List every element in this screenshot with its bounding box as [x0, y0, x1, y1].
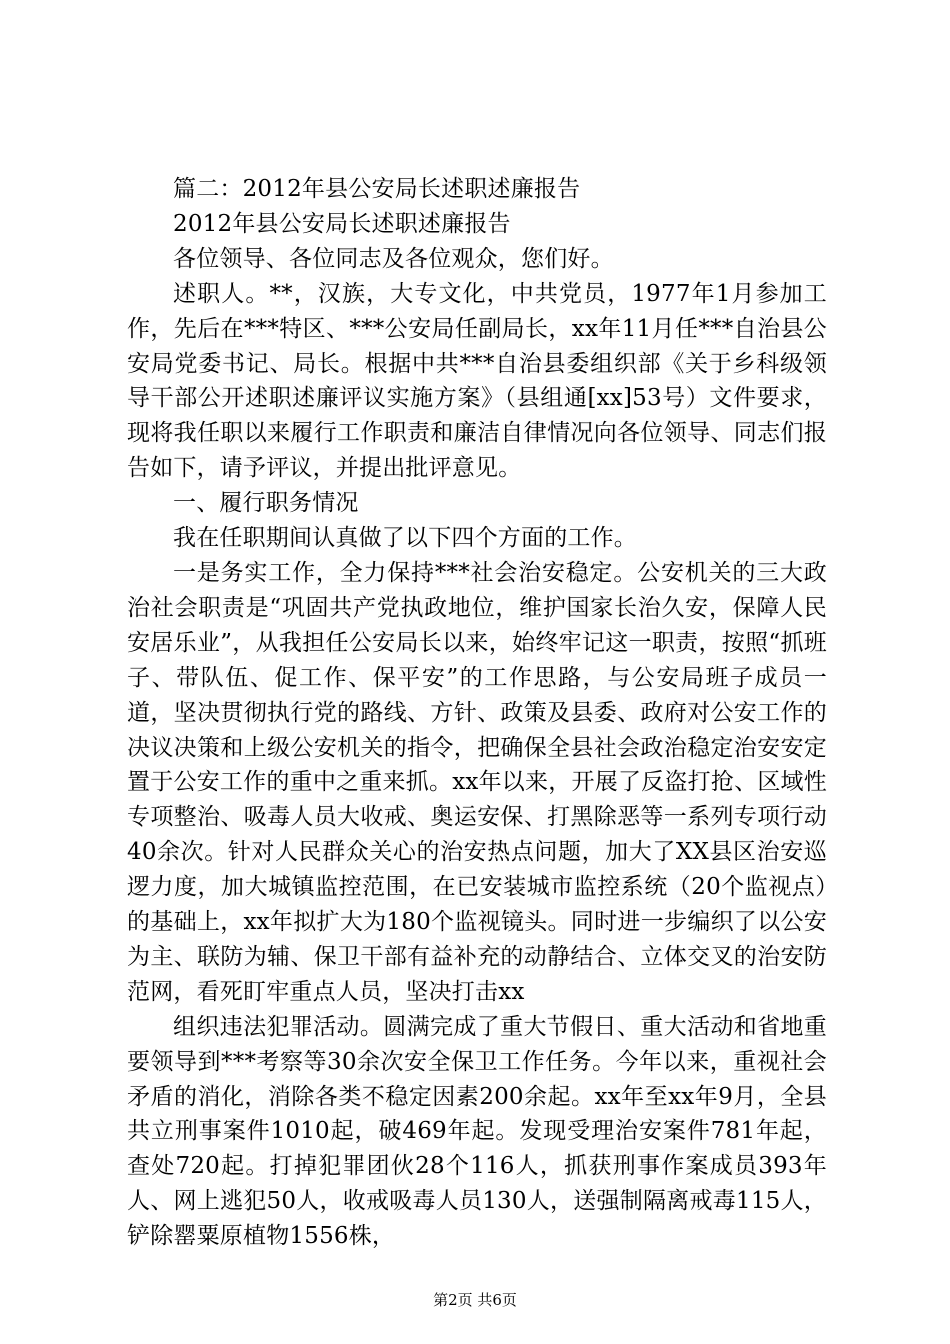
document-body: [127, 172, 827, 1254]
body-paragraph: 我在任职期间认真做了以下四个方面的工作。: [173, 525, 637, 552]
section-heading: 篇二：2012年县公安局长述职述廉报告: [173, 176, 581, 202]
intro-paragraph: 述职人。**，汉族，大专文化，中共党员，1977年1月参加工作，先后在***特区、***公安局任副局长，xx年11月任***自治县公安局党委书记、局长。根据中共***自治县委组织部《关于乡科级领导干部公开述职述廉评议实施方案》（县组通[xx]53号）文件要求，现将我任职以来履行工作职责和廉洁自律情况向各位领导、同志们报告如下，请予评议，并提出批评意见。: [127, 280, 827, 482]
body-paragraph: 组织违法犯罪活动。圆满完成了重大节假日、重大活动和省地重要领导到***考察等30余次安全保卫工作任务。今年以来，重视社会矛盾的消化，消除各类不稳定因素200余起。xx年至xx年9月，全县共立刑事案件1010起，破469年起。发现受理治安案件781年起，查处720起。打掉犯罪团伙28个116人，抓获刑事作案成员393年人、网上逃犯50人，收戒吸毒人员130人，送强制隔离戒毒115人，铲除罂粟原植物1556株，: [127, 1013, 827, 1250]
greeting-paragraph: 各位领导、各位同志及各位观众，您们好。: [173, 245, 614, 272]
page-footer: 第2页 共6页: [433, 1291, 517, 1309]
subsection-heading: 一、履行职务情况: [173, 490, 359, 517]
report-title: 2012年县公安局长述职述廉报告: [173, 210, 511, 237]
body-paragraph: 一是务实工作，全力保持***社会治安稳定。公安机关的三大政治社会职责是“巩固共产党执政地位，维护国家长治久安，保障人民安居乐业”，从我担任公安局长以来，始终牢记这一职责，按照“抓班子、带队伍、促工作、保平安”的工作思路，与公安局班子成员一道，坚决贯彻执行党的路线、方针、政策及县委、政府对公安工作的决议决策和上级公安机关的指令，把确保全县社会政治稳定治安安定置于公安工作的重中之重来抓。xx年以来，开展了反盗打抢、区域性专项整治、吸毒人员大收戒、奥运安保、打黑除恶等一系列专项行动40余次。针对人民群众关心的治安热点问题，加大了XX县区治安巡逻力度，加大城镇监控范围，在已安装城市监控系统（20个监视点）的基础上，xx年拟扩大为180个监视镜头。同时进一步编织了以公安为主、联防为辅、保卫干部有益补充的动静结合、立体交叉的治安防范网，看死盯牢重点人员，坚决打击xx: [127, 559, 827, 1005]
